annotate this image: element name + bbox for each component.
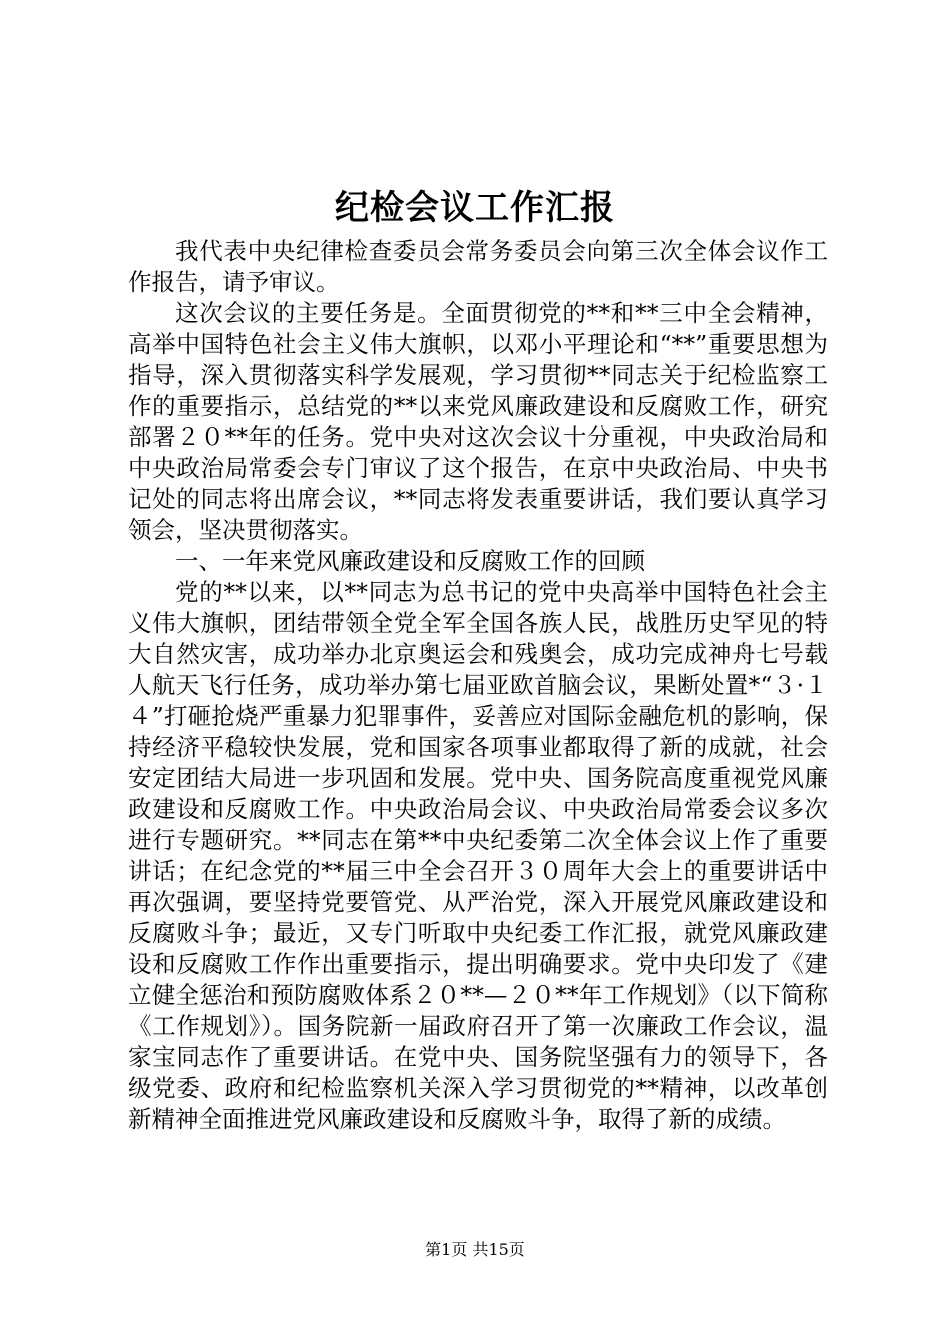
- section-heading: 一、一年来党风廉政建设和反腐败工作的回顾: [175, 547, 645, 575]
- document-body: [128, 236, 828, 1135]
- document-title: 纪检会议工作汇报: [335, 188, 615, 228]
- paragraph-intro: 我代表中央纪律检查委员会常务委员会向第三次全体会议作工作报告，请予审议。: [128, 237, 828, 296]
- page-indicator: 第1页 共15页: [425, 1240, 525, 1259]
- paragraph-review: 党的**以来，以**同志为总书记的党中央高举中国特色社会主义伟大旗帜，团结带领全党全军全国各族人民，战胜历史罕见的特大自然灾害，成功举办北京奥运会和残奥会，成功完成神舟七号载人航天飞行任务，成功举办第七届亚欧首脑会议，果断处置*“３·１４”打砸抢烧严重暴力犯罪事件，妥善应对国际金融危机的影响，保持经济平稳较快发展，党和国家各项事业都取得了新的成就，社会安定团结大局进一步巩固和发展。党中央、国务院高度重视党风廉政建设和反腐败工作。中央政治局会议、中央政治局常委会议多次进行专题研究。**同志在第**中央纪委第二次全体会议上作了重要讲话；在纪念党的**届三中全会召开３０周年大会上的重要讲话中再次强调，要坚持党要管党、从严治党，深入开展党风廉政建设和反腐败斗争；最近，又专门听取中央纪委工作汇报，就党风廉政建设和反腐败工作作出重要指示，提出明确要求。党中央印发了《建立健全惩治和预防腐败体系２０**—２０**年工作规划》（以下简称《工作规划》）。国务院新一届政府召开了第一次廉政工作会议，温家宝同志作了重要讲话。在党中央、国务院坚强有力的领导下，各级党委、政府和纪检监察机关深入学习贯彻党的**精神，以改革创新精神全面推进党风廉政建设和反腐败斗争，取得了新的成绩。: [128, 578, 828, 1133]
- paragraph-tasks: 这次会议的主要任务是。全面贯彻党的**和**三中全会精神，高举中国特色社会主义伟大旗帜，以邓小平理论和“**”重要思想为指导，深入贯彻落实科学发展观，学习贯彻**同志关于纪检监察工作的重要指示，总结党的**以来党风廉政建设和反腐败工作，研究部署２０**年的任务。党中央对这次会议十分重视，中央政治局和中央政治局常委会专门审议了这个报告，在京中央政治局、中央书记处的同志将出席会议，**同志将发表重要讲话，我们要认真学习领会，坚决贯彻落实。: [128, 299, 828, 544]
